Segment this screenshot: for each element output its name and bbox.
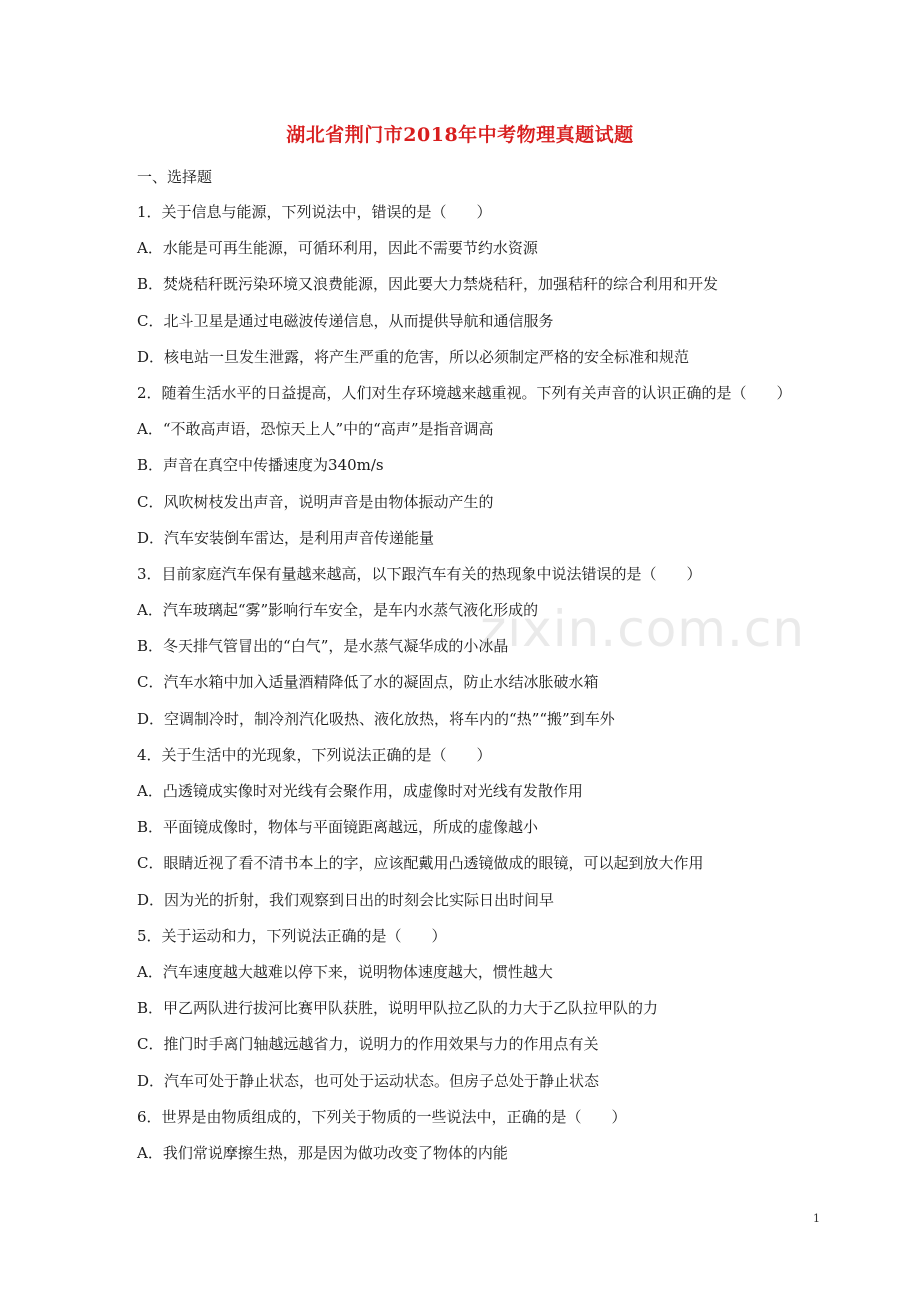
question-list <box>137 202 817 1179</box>
question-3-stem: 3．目前家庭汽车保有量越来越高，以下跟汽车有关的热现象中说法错误的是（ ） <box>137 564 702 583</box>
watermark: zixin.com.cn <box>480 600 806 658</box>
question-4-option-b: B．平面镜成像时，物体与平面镜距离越远，所成的虚像越小 <box>137 818 539 837</box>
question-1-option-b: B．焚烧秸秆既污染环境又浪费能源，因此要大力禁烧秸秆，加强秸秆的综合利用和开发 <box>137 275 719 294</box>
page-number: 1 <box>813 1212 820 1225</box>
question-2-option-c: C．风吹树枝发出声音，说明声音是由物体振动产生的 <box>137 492 494 511</box>
question-2-option-a: A．“不敢高声语，恐惊天上人”中的“高声”是指音调高 <box>137 420 494 439</box>
question-5-option-c: C．推门时手离门轴越远越省力，说明力的作用效果与力的作用点有关 <box>137 1035 599 1054</box>
question-1-option-d: D．核电站一旦发生泄露，将产生严重的危害，所以必须制定严格的安全标准和规范 <box>137 347 690 366</box>
question-3-option-c: C．汽车水箱中加入适量酒精降低了水的凝固点，防止水结冰胀破水箱 <box>137 673 599 692</box>
question-1-stem: 1．关于信息与能源，下列说法中，错误的是（ ） <box>137 203 492 221</box>
question-4-option-c: C．眼睛近视了看不清书本上的字，应该配戴用凸透镜做成的眼镜，可以起到放大作用 <box>137 854 704 873</box>
section-heading: 一、选择题 <box>137 168 213 186</box>
question-3-option-a: A．汽车玻璃起“雾”影响行车安全，是车内水蒸气液化形成的 <box>137 601 539 620</box>
question-5-stem: 5．关于运动和力，下列说法正确的是（ ） <box>137 926 447 945</box>
question-4-stem: 4．关于生活中的光现象，下列说法正确的是（ ） <box>137 745 492 764</box>
question-5-option-a: A．汽车速度越大越难以停下来，说明物体速度越大，惯性越大 <box>137 962 553 981</box>
question-5-option-d: D．汽车可处于静止状态，也可处于运动状态。但房子总处于静止状态 <box>137 1071 600 1090</box>
question-1-option-c: C．北斗卫星是通过电磁波传递信息，从而提供导航和通信服务 <box>137 311 554 330</box>
question-5-option-b: B．甲乙两队进行拔河比赛甲队获胜，说明甲队拉乙队的力大于乙队拉甲队的力 <box>137 999 659 1018</box>
question-6-option-a: A．我们常说摩擦生热，那是因为做功改变了物体的内能 <box>137 1143 508 1162</box>
question-6-stem: 6．世界是由物质组成的，下列关于物质的一些说法中，正确的是（ ） <box>137 1107 627 1126</box>
question-4-option-a: A．凸透镜成实像时对光线有会聚作用，成虚像时对光线有发散作用 <box>137 782 583 800</box>
question-3-option-d: D．空调制冷时，制冷剂汽化吸热、液化放热，将车内的“热”“搬”到车外 <box>137 709 615 728</box>
question-2-option-b: B．声音在真空中传播速度为340m/s <box>137 456 384 475</box>
page-title: 湖北省荆门市2018年中考物理真题试题 <box>286 124 634 146</box>
question-1-option-a: A．水能是可再生能源，可循环利用，因此不需要节约水资源 <box>137 239 538 258</box>
question-2-stem: 2．随着生活水平的日益提高，人们对生存环境越来越重视。下列有关声音的认识正确的是（ ） <box>137 383 792 402</box>
question-4-option-d: D．因为光的折射，我们观察到日出的时刻会比实际日出时间早 <box>137 890 555 909</box>
question-2-option-d: D．汽车安装倒车雷达，是利用声音传递能量 <box>137 528 435 547</box>
question-3-option-b: B．冬天排气管冒出的“白气”，是水蒸气凝华成的小冰晶 <box>137 637 509 656</box>
